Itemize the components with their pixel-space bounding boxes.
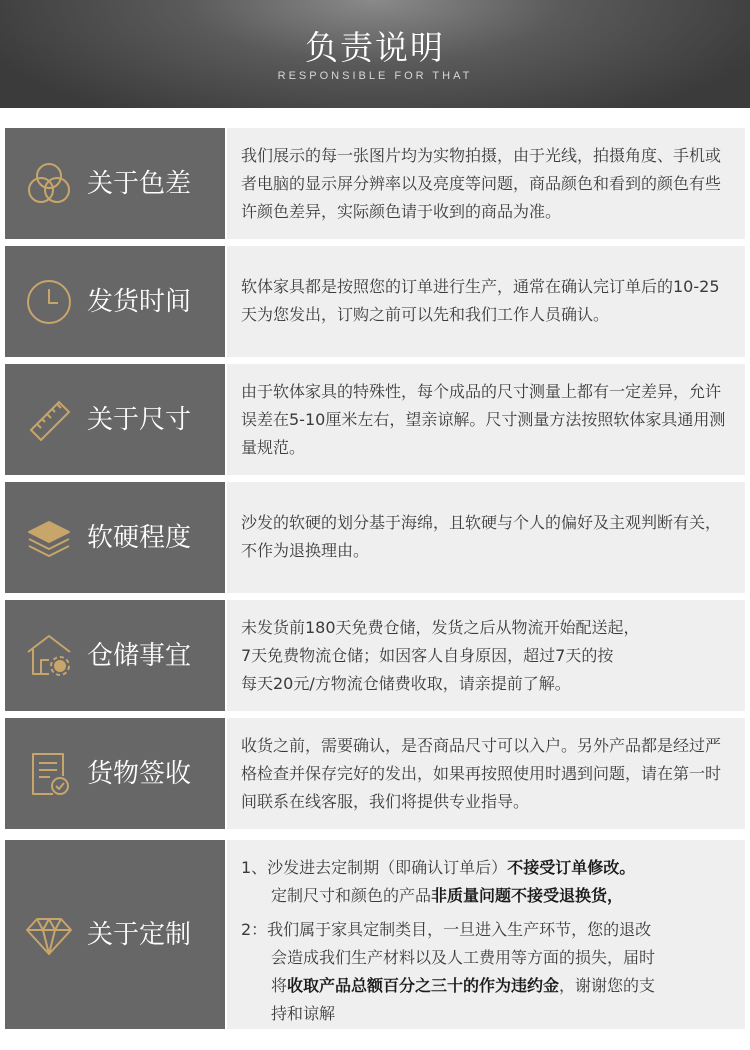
custom-item-2-cont: [241, 972, 735, 1000]
section-description: 我们展示的每一张图片均为实物拍摄，由于光线，拍摄角度、手机或者电脑的显示屏分辨率以及亮度等问题，商品颜色和看到的颜色有些许颜色差异，实际颜色请于收到的商品为准。: [241, 146, 722, 221]
section-softness: [5, 482, 745, 593]
text-normal: ，谢谢您的支: [559, 976, 656, 995]
section-content-panel: [227, 718, 745, 829]
section-storage: [5, 600, 745, 711]
clock-icon: [23, 276, 75, 328]
text-bold: 非质量问题不接受退换货，: [431, 886, 624, 905]
section-size: [5, 364, 745, 475]
custom-item-2: 2：我们属于家具定制类目，一旦进入生产环节，您的退改: [241, 920, 652, 939]
layers-icon: [23, 512, 75, 564]
section-label-panel: [5, 840, 225, 1029]
section-description: [241, 614, 735, 698]
section-description: [241, 854, 735, 1028]
section-description: 沙发的软硬的划分基于海绵，且软硬与个人的偏好及主观判断有关，不作为退换理由。: [241, 513, 722, 560]
section-content-panel: [227, 246, 745, 357]
section-content-panel: [227, 364, 745, 475]
section-label-panel: [5, 364, 225, 475]
section-label: 软硬程度: [87, 522, 192, 553]
custom-item-2-cont: 持和谅解: [271, 1004, 336, 1023]
page-header: [0, 0, 750, 108]
document-check-icon: [23, 748, 75, 800]
section-label-panel: [5, 718, 225, 829]
section-label-panel: [5, 246, 225, 357]
text-normal: 定制尺寸和颜色的产品: [271, 886, 432, 905]
section-delivery-receipt: [5, 718, 745, 829]
custom-item-2-cont: 会造成我们生产材料以及人工费用等方面的损失，届时: [271, 948, 656, 967]
section-label-panel: [5, 600, 225, 711]
section-customization: [5, 840, 745, 1029]
section-description: 收货之前，需要确认，是否商品尺寸可以入户。另外产品都是经过严格检查并保存完好的发出，如果再按照使用时遇到问题，请在第一时间联系在线客服，我们将提供专业指导。: [241, 736, 722, 811]
section-content-panel: [227, 482, 745, 593]
section-label-panel: [5, 482, 225, 593]
diamond-icon: [23, 909, 75, 961]
ruler-icon: [23, 394, 75, 446]
text-line: 每天20元/方物流仓储费收取，请亲提前了解。: [241, 674, 571, 693]
section-label: 发货时间: [87, 286, 192, 317]
text-normal: 将: [271, 976, 288, 995]
text-line: 未发货前180天免费仓储，发货之后从物流开始配送起，: [241, 618, 640, 637]
warehouse-gear-icon: [23, 630, 75, 682]
custom-item-1: [241, 854, 735, 882]
section-content-panel: [227, 128, 745, 239]
custom-item-1-cont: [241, 882, 735, 910]
section-description: 由于软体家具的特殊性，每个成品的尺寸测量上都有一定差异，允许误差在5-10厘米左右，望亲谅解。尺寸测量方法按照软体家具通用测量规范。: [241, 382, 726, 457]
section-color-difference: [5, 128, 745, 239]
section-content-panel: [227, 600, 745, 711]
section-label: 关于定制: [87, 919, 192, 950]
text-bold: 收取产品总额百分之三十的作为违约金: [287, 976, 560, 995]
page-title: 负责说明: [305, 28, 445, 67]
text-normal: 1、沙发进去定制期（即确认订单后）: [241, 858, 508, 877]
text-bold: 不接受订单修改。: [507, 858, 636, 877]
section-label: 仓储事宜: [87, 640, 192, 671]
color-circles-icon: [23, 158, 75, 210]
section-label-panel: [5, 128, 225, 239]
section-shipping-time: [5, 246, 745, 357]
section-label: 关于色差: [87, 168, 192, 199]
section-label: 货物签收: [87, 758, 192, 789]
section-description: 软体家具都是按照您的订单进行生产，通常在确认完订单后的10-25天为您发出，订购之前可以先和我们工作人员确认。: [241, 277, 720, 324]
section-content-panel: [227, 840, 745, 1029]
text-line: 7天免费物流仓储；如因客人自身原因，超过7天的按: [241, 646, 614, 665]
page-subtitle: RESPONSIBLE FOR THAT: [277, 70, 473, 82]
section-label: 关于尺寸: [87, 404, 192, 435]
